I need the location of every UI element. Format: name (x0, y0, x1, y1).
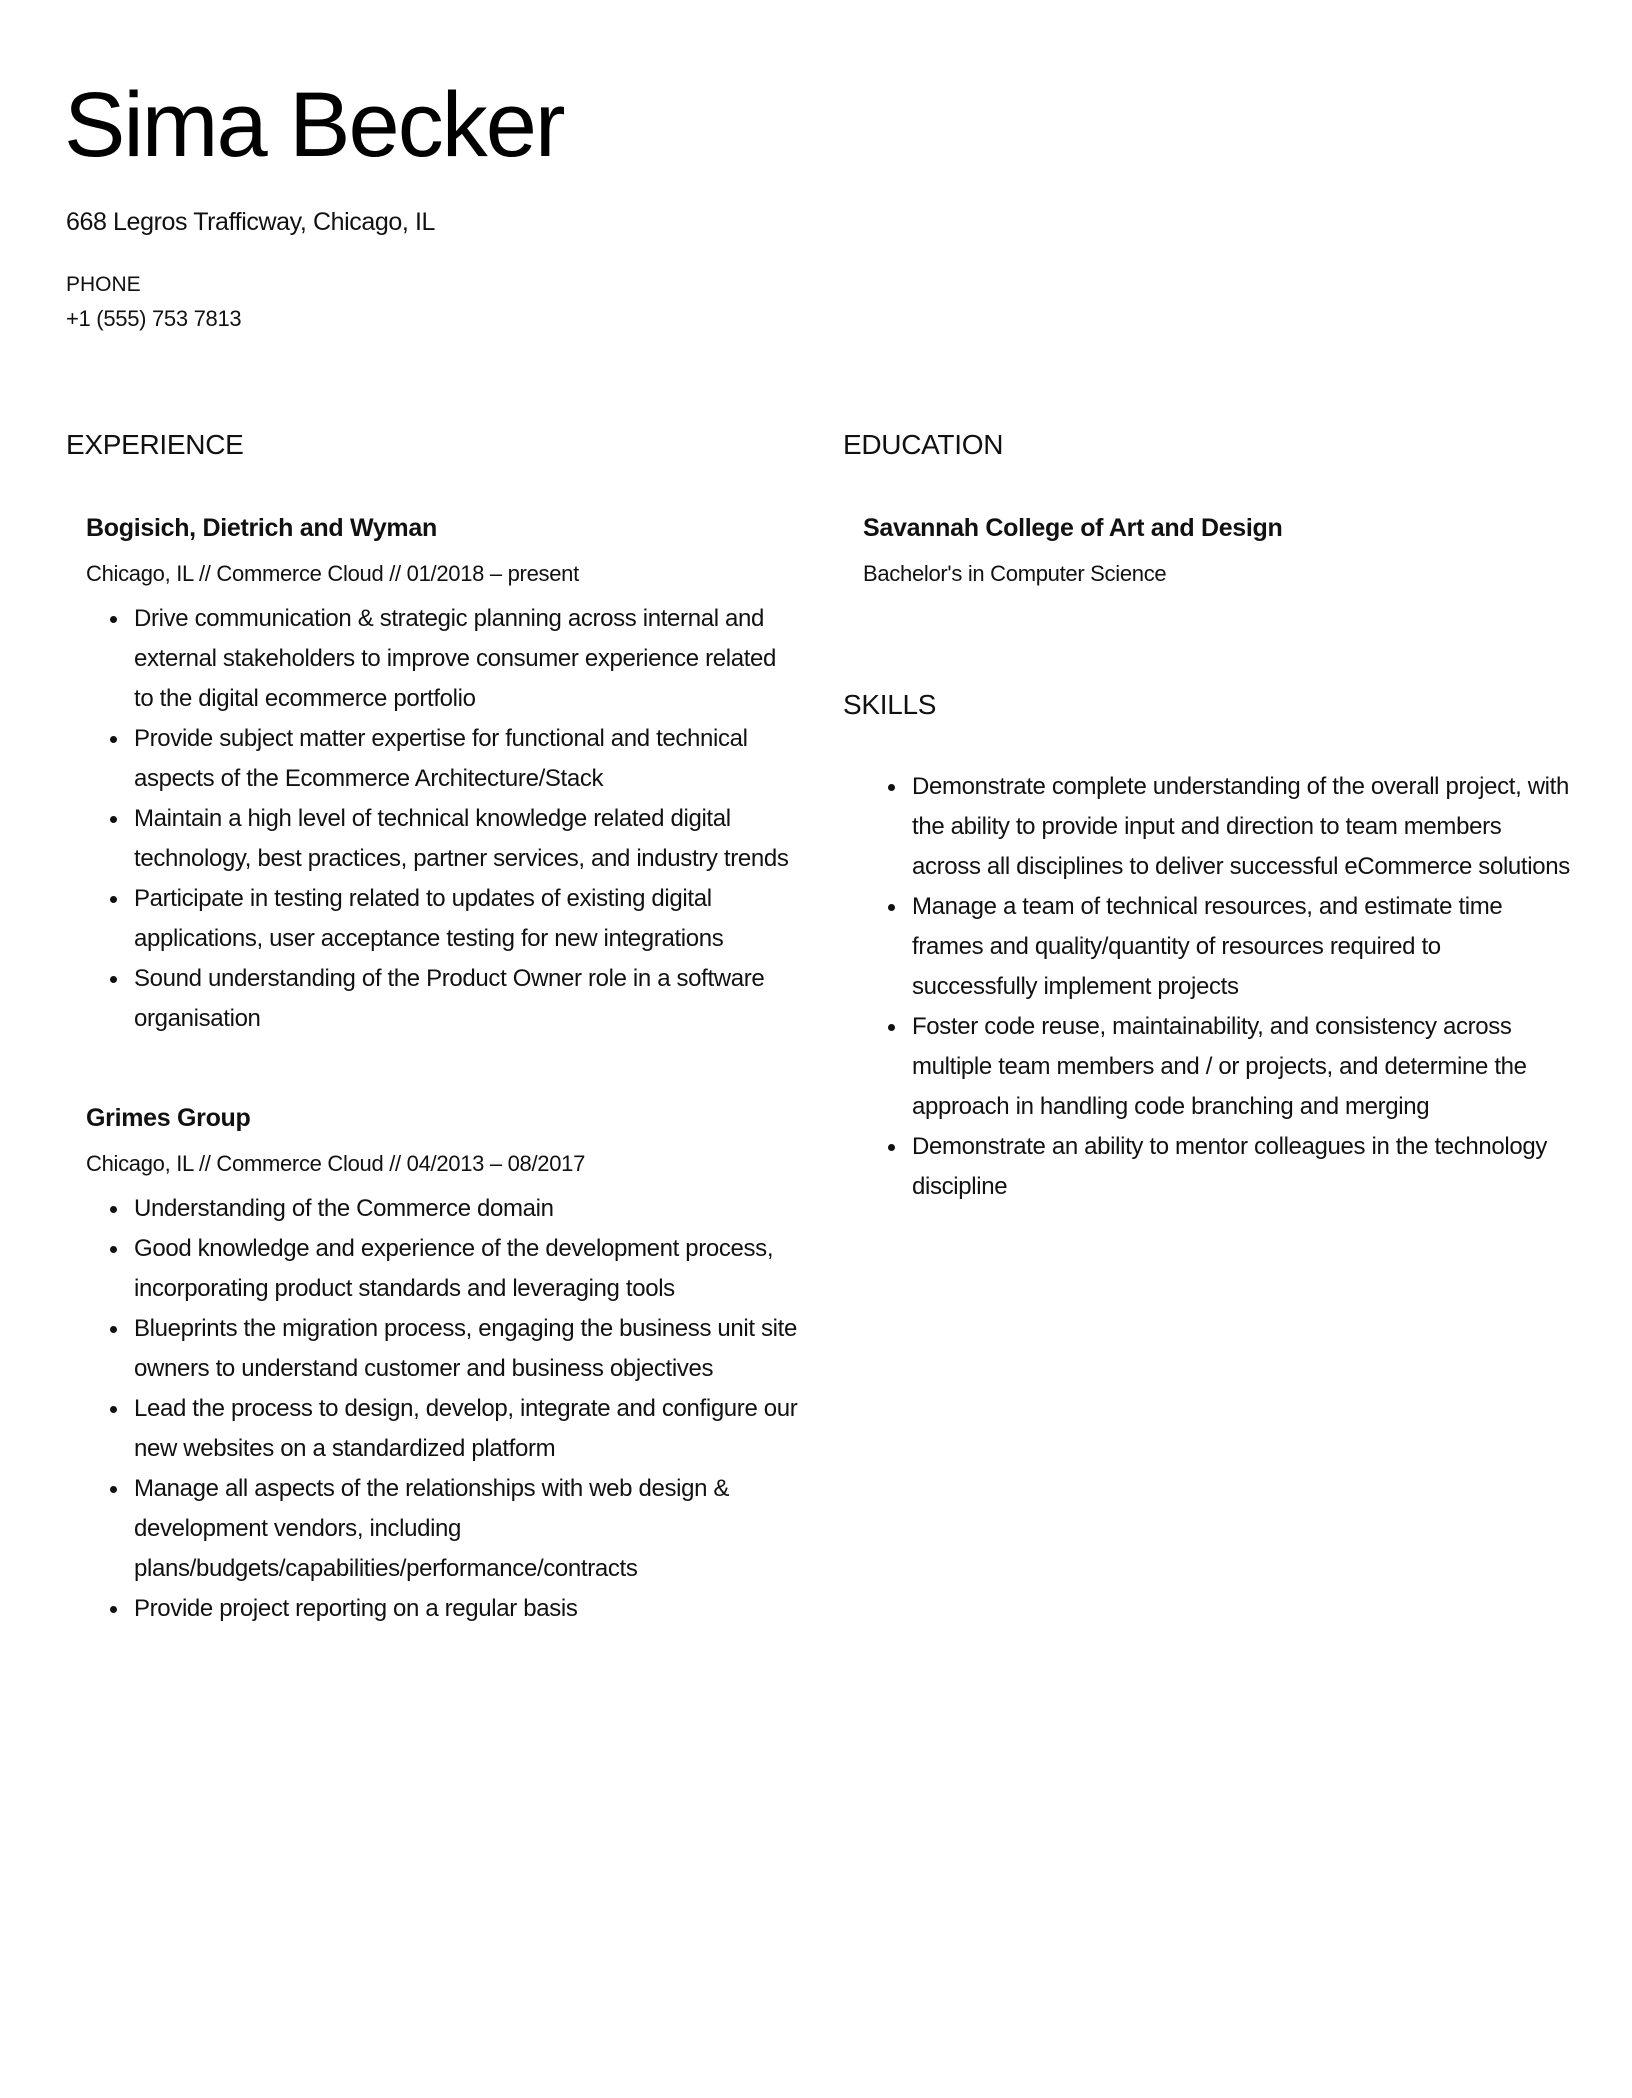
job-meta: Chicago, IL // Commerce Cloud // 01/2018 – present (86, 561, 579, 586)
right-column (843, 427, 1573, 1207)
skills-list (843, 767, 1572, 1207)
skills-heading: SKILLS (843, 689, 937, 720)
skill-item: Demonstrate an ability to mentor colleagues in the technology discipline (912, 1127, 1572, 1207)
job-entry (66, 1100, 806, 1629)
job-bullet: Lead the process to design, develop, integrate and configure our new websites on a standardized platform (134, 1389, 800, 1469)
school-name: Savannah College of Art and Design (863, 514, 1283, 542)
job-bullets (86, 1189, 800, 1629)
job-bullet: Maintain a high level of technical knowledge related digital technology, best practices, partner services, and industry trends (134, 799, 800, 879)
address: 668 Legros Trafficway, Chicago, IL (66, 208, 436, 236)
phone-label: PHONE (66, 273, 141, 296)
job-company: Bogisich, Dietrich and Wyman (86, 514, 437, 542)
job-bullet: Provide subject matter expertise for functional and technical aspects of the Ecommerce Architecture/Stack (134, 719, 800, 799)
job-bullet: Provide project reporting on a regular basis (134, 1589, 800, 1629)
job-entry (66, 510, 806, 1039)
job-bullet: Manage all aspects of the relationships with web design & development vendors, including plans/budgets/capabilities/performance/contracts (134, 1469, 800, 1589)
skill-item: Manage a team of technical resources, and estimate time frames and quality/quantity of resources required to successfully implement projects (912, 887, 1572, 1007)
experience-section (66, 427, 806, 1629)
job-bullet: Blueprints the migration process, engaging the business unit site owners to understand customer and business objectives (134, 1309, 800, 1389)
job-company: Grimes Group (86, 1104, 251, 1132)
job-bullet: Good knowledge and experience of the development process, incorporating product standards and leveraging tools (134, 1229, 800, 1309)
education-entry (843, 510, 1573, 594)
skill-item: Foster code reuse, maintainability, and consistency across multiple team members and / or projects, and determine the approach in handling code branching and merging (912, 1007, 1572, 1127)
job-bullet: Understanding of the Commerce domain (134, 1189, 800, 1229)
skill-item: Demonstrate complete understanding of the overall project, with the ability to provide input and direction to team members across all disciplines to deliver successful eCommerce solutions (912, 767, 1572, 887)
degree: Bachelor's in Computer Science (863, 561, 1167, 586)
phone-number: +1 (555) 753 7813 (66, 306, 242, 331)
job-bullets (86, 599, 800, 1039)
job-meta: Chicago, IL // Commerce Cloud // 04/2013 – 08/2017 (86, 1151, 586, 1176)
job-bullet: Drive communication & strategic planning across internal and external stakeholders to improve consumer experience related to the digital ecommerce portfolio (134, 599, 800, 719)
experience-heading: EXPERIENCE (66, 429, 244, 460)
job-bullet: Participate in testing related to updates of existing digital applications, user acceptance testing for new integrations (134, 879, 800, 959)
job-bullet: Sound understanding of the Product Owner role in a software organisation (134, 959, 800, 1039)
education-heading: EDUCATION (843, 429, 1004, 460)
candidate-name: Sima Becker (64, 74, 564, 176)
